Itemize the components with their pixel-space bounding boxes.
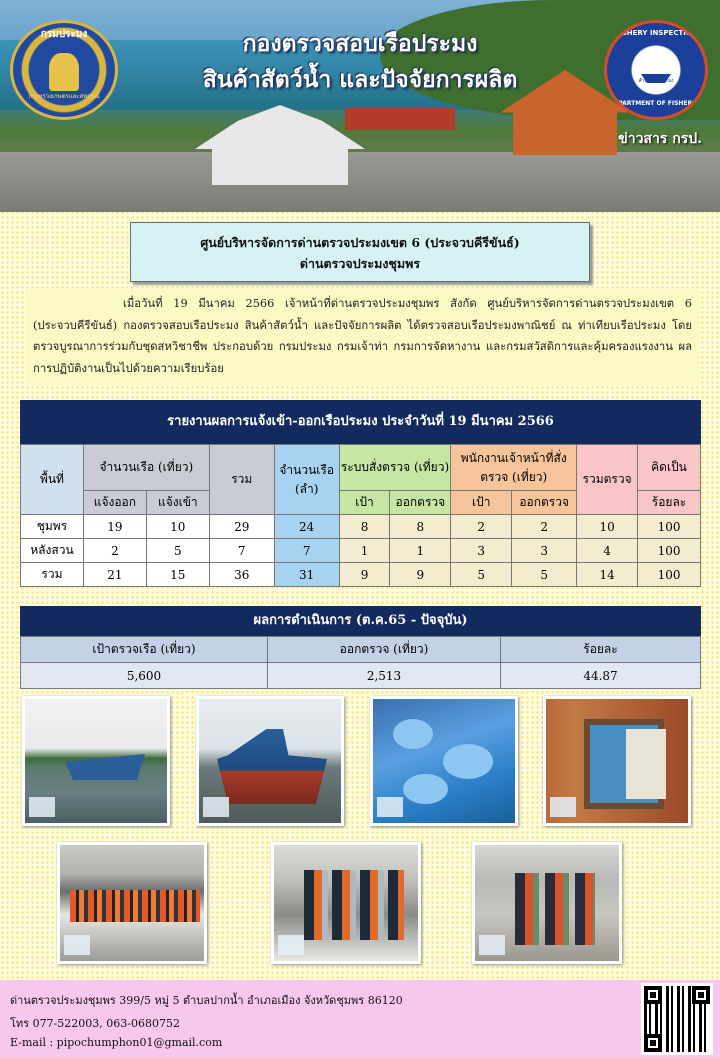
header-command: ระบบสั่งตรวจ (เที่ยว): [339, 445, 451, 491]
result-table-section: [20, 606, 701, 689]
boat-shape: [217, 729, 327, 804]
header-total: รวม: [209, 445, 274, 515]
header-officer: พนักงานเจ้าหน้าที่สั่ง ตรวจ (เที่ยว): [451, 445, 577, 491]
header-banner: [0, 0, 720, 212]
report-title: รายงานผลการแจ้งเข้า-ออกเรือประมง ประจำวันที่ 19 มีนาคม 2566: [20, 400, 701, 444]
net-shape: [393, 719, 433, 749]
header-boat-count: จำนวนเรือ (ลำ): [274, 445, 339, 515]
table-row-total: รวม 21 15 36 31 9 9 5 5 14 100: [21, 563, 701, 587]
qr-pattern: [644, 986, 710, 1052]
footer: [0, 980, 720, 1058]
net-shape: [403, 774, 448, 804]
fishery-inspection-logo: FISHERY INSPECTION สำนักงานประมง DEPARTMENT OF FISHERIES: [604, 20, 708, 120]
result-table: [20, 636, 701, 689]
door-shape: [626, 729, 666, 799]
net-shape: [443, 744, 493, 779]
center-title-line2: ด่านตรวจประมงชุมพร: [299, 256, 421, 271]
result-header-inspected: ออกตรวจ (เที่ยว): [268, 637, 501, 663]
news-label: ข่าวสาร กรป.: [618, 131, 702, 147]
people-shape: [304, 870, 404, 940]
header-cmd-target: เป้า: [339, 491, 390, 515]
header-depart: แจ้งออก: [83, 491, 146, 515]
header-off-done: ออกตรวจ: [512, 491, 577, 515]
header-off-target: เป้า: [451, 491, 512, 515]
photo-stamp: [550, 797, 576, 817]
result-header-target: เป้าตรวจเรือ (เที่ยว): [21, 637, 268, 663]
header-title-line1: กองตรวจสอบเรือประมง: [242, 31, 478, 57]
photo-boat-at-river: [22, 696, 170, 826]
footer-email[interactable]: E-mail : pipochumphon01@gmail.com: [10, 1036, 223, 1049]
qr-code-icon[interactable]: [641, 983, 713, 1055]
people-shape: [515, 873, 595, 945]
photo-stamp: [278, 935, 304, 955]
photo-boat-at-pier: [196, 696, 344, 826]
center-title-box: [130, 222, 590, 282]
table-row: หลังสวน 2 5 7 7 1 1 3 3 4 100: [21, 539, 701, 563]
header-percent: ร้อยละ: [638, 491, 701, 515]
boat-shape: [65, 754, 145, 780]
result-title: ผลการดำเนินการ (ต.ค.65 - ปัจจุบัน): [20, 606, 701, 636]
intro-paragraph: [25, 289, 700, 385]
photo-crew-lineup: [57, 842, 207, 964]
center-title-line1: ศูนย์บริหารจัดการด่านตรวจประมงเขต 6 (ประจวบคีรีขันธ์): [200, 235, 520, 250]
footer-address: ด่านตรวจประมงชุมพร 399/5 หมู่ 5 ตำบลปากน้ำ อำเภอเมือง จังหวัดชุมพร 86120: [10, 994, 403, 1007]
result-value-percent: 44.87: [501, 663, 701, 689]
header-title-line2: สินค้าสัตว์น้ำ และปัจจัยการผลิต: [202, 67, 518, 93]
photo-stamp: [479, 935, 505, 955]
footer-phone: โทร 077-522003, 063-0680752: [10, 1017, 180, 1030]
report-table-section: [20, 400, 701, 587]
header-percent-of: คิดเป็น: [638, 445, 701, 491]
photo-stamp: [29, 797, 55, 817]
header-boat-trips: จำนวนเรือ (เที่ยว): [83, 445, 209, 491]
crowd-shape: [70, 890, 200, 922]
result-value-target: 5,600: [21, 663, 268, 689]
banner-road: [0, 152, 720, 212]
result-header-percent: ร้อยละ: [501, 637, 701, 663]
header-arrive: แจ้งเข้า: [146, 491, 209, 515]
header-area: พื้นที่: [21, 445, 84, 515]
table-row: ชุมพร 19 10 29 24 8 8 2 2 10 100: [21, 515, 701, 539]
result-value-inspected: 2,513: [268, 663, 501, 689]
photo-stamp: [203, 797, 229, 817]
intro-text: เมื่อวันที่ 19 มีนาคม 2566 เจ้าหน้าที่ด่านตรวจประมงชุมพร สังกัด ศูนย์บริหารจัดการด่านตรวจประมงเขต 6 (ประจวบคีรีขันธ์) กองตรวจสอบเรือประมง สินค้าสัตว์น้ำ และปัจจัยการผลิต ได้ตรวจสอบเรือประมงพาณิชย์ ณ ท่าเทียบเรือประมง โดยตรวจบูรณาการร่วมกับชุดสหวิชาชีพ ประกอบด้วย กรมประมง กรมเจ้าท่า กรมการจัดหางาน และกรมสวัสดิการและคุ้มครองแรงงาน ผลการปฏิบัติงานเป็นไปด้วยความเรียบร้อย: [33, 297, 692, 375]
banner-red-roof: [345, 108, 455, 130]
photo-boat-hold: [543, 696, 691, 826]
photo-officers-checking: [472, 842, 622, 964]
photo-fishing-nets: [370, 696, 518, 826]
report-table: [20, 444, 701, 587]
photo-stamp: [64, 935, 90, 955]
header-cmd-done: ออกตรวจ: [390, 491, 451, 515]
photo-stamp: [377, 797, 403, 817]
fisheries-dept-logo: กรมประมง กระทรวงเกษตรและสหกรณ์: [10, 20, 118, 120]
header-inspect-total: รวมตรวจ: [577, 445, 638, 515]
photo-officers-inspection: [271, 842, 421, 964]
banner-white-temple: [195, 105, 365, 185]
